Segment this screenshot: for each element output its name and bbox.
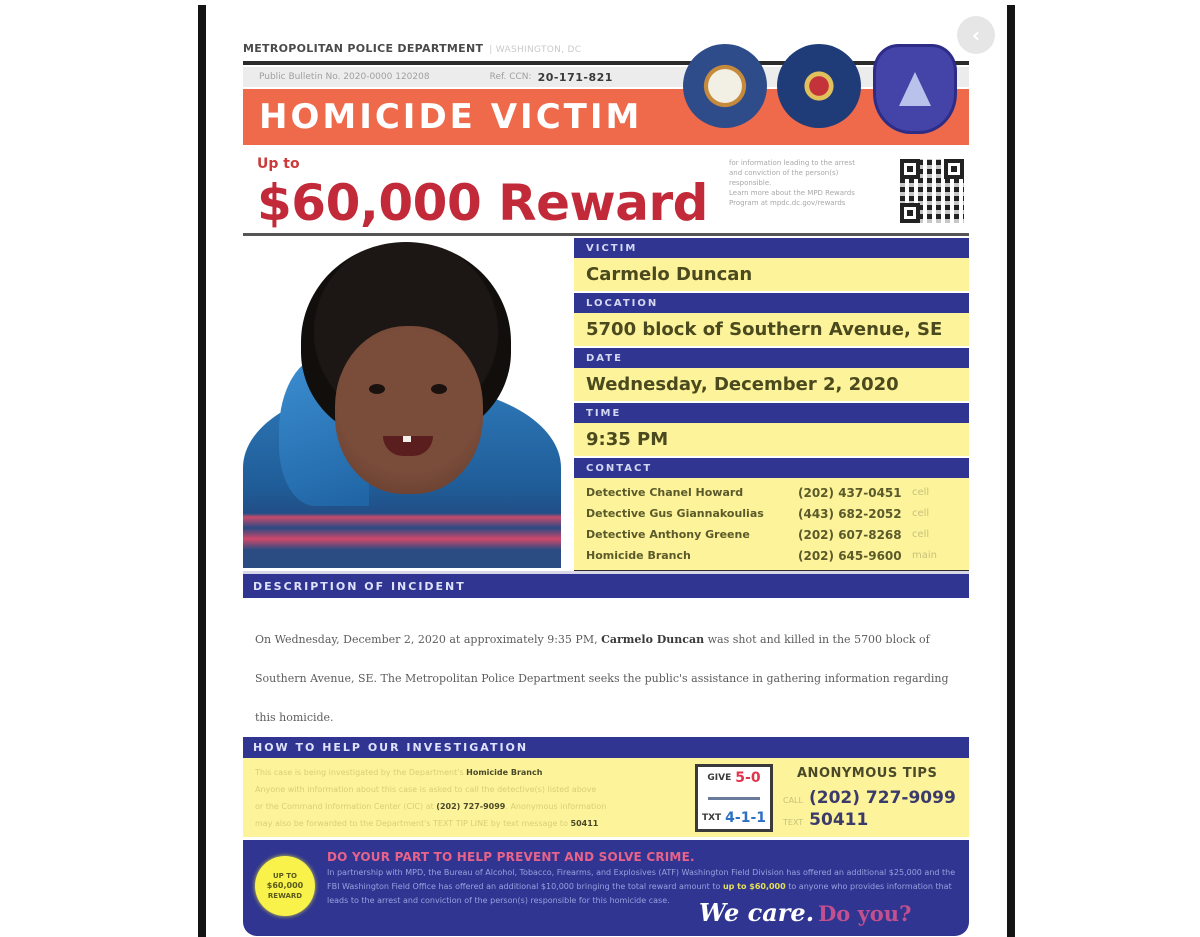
contact-type: main <box>912 550 937 561</box>
chevron-left-icon: ‹ <box>971 23 981 47</box>
contact-name: Homicide Branch <box>586 549 691 562</box>
tips-text-line <box>783 810 868 830</box>
ccn-number: 20-171-821 <box>537 70 613 84</box>
mpd-badge-icon <box>873 44 957 134</box>
slogan <box>699 898 911 927</box>
give-label: GIVE <box>707 773 732 783</box>
footer-heading: DO YOUR PART TO HELP PREVENT AND SOLVE CRIME. <box>327 850 695 864</box>
reward-section <box>243 148 969 234</box>
location-value: 5700 block of Southern Avenue, SE <box>574 313 969 346</box>
poster-title: HOMICIDE VICTIM <box>259 97 643 137</box>
anonymous-tips-title: ANONYMOUS TIPS <box>797 766 938 781</box>
atf-seal-icon <box>683 44 767 128</box>
contact-row <box>586 545 969 566</box>
reward-note-line: Program at mpdc.dc.gov/rewards <box>729 199 846 207</box>
text-value: 4-1-1 <box>725 810 767 826</box>
victim-label: VICTIM <box>574 236 969 258</box>
seal-amount: $60,000 <box>266 881 304 890</box>
contact-phone[interactable]: (202) 437-0451 <box>798 485 902 500</box>
help-section <box>243 758 969 837</box>
ref-label: Ref. CCN: <box>489 72 532 82</box>
reward-note-line: Learn more about the MPD Rewards <box>729 189 855 197</box>
description-heading: DESCRIPTION OF INCIDENT <box>243 574 969 598</box>
contact-row <box>586 524 969 545</box>
seal-line: UP TO <box>273 872 297 880</box>
give-50-logo <box>695 764 773 832</box>
text-label: TXT <box>701 813 722 823</box>
reward-note <box>729 158 889 208</box>
contact-phone[interactable]: (202) 645-9600 <box>798 548 902 563</box>
footer-text-part: to anyone who provides information that leads to the arrest and conviction of the person(s) responsible for this homicide case. <box>327 882 952 905</box>
help-text-part: may also be forwarded to the Department's TEXT TIP LINE by text message to <box>255 819 571 828</box>
viewer-frame-right <box>1007 5 1015 937</box>
bulletin-number: Public Bulletin No. 2020-0000 120208 <box>259 72 430 82</box>
reward-note-line: and conviction of the person(s) <box>729 169 839 177</box>
contact-type: cell <box>912 529 930 540</box>
call-label: CALL <box>783 796 803 805</box>
help-text-bold: (202) 727-9099 <box>436 802 506 811</box>
divider-icon <box>708 797 760 800</box>
viewer-frame-left <box>198 5 206 937</box>
qr-code-icon[interactable] <box>897 156 967 226</box>
description-text <box>255 620 961 737</box>
contact-row <box>586 503 969 524</box>
department-header <box>243 42 581 55</box>
footer-banner <box>243 840 969 936</box>
contact-label: CONTACT <box>574 456 969 478</box>
help-text-part: . Anonymous information <box>505 802 607 811</box>
contact-row <box>586 482 969 503</box>
contact-name: Detective Anthony Greene <box>586 528 750 541</box>
help-heading: HOW TO HELP OUR INVESTIGATION <box>243 737 969 758</box>
reward-prefix: Up to <box>257 156 300 172</box>
date-value: Wednesday, December 2, 2020 <box>574 368 969 401</box>
date-label: DATE <box>574 346 969 368</box>
help-text-part: This case is being investigated by the Department's <box>255 768 467 777</box>
title-banner <box>243 89 969 145</box>
department-name: METROPOLITAN POLICE DEPARTMENT <box>243 42 484 55</box>
help-text-bold: Homicide Branch <box>466 768 543 777</box>
tips-call-line <box>783 788 956 808</box>
victim-info-panel <box>574 236 969 574</box>
contact-list <box>574 478 969 570</box>
header-rule <box>243 61 969 65</box>
contact-phone[interactable]: (202) 607-8268 <box>798 527 902 542</box>
tips-text-number[interactable]: 50411 <box>809 810 869 830</box>
text-tip-label: TEXT <box>783 818 804 827</box>
department-city: | WASHINGTON, DC <box>489 45 582 55</box>
contact-name: Detective Gus Giannakoulias <box>586 507 764 520</box>
description-text-part: On Wednesday, December 2, 2020 at approximately 9:35 PM, <box>255 633 602 646</box>
location-label: LOCATION <box>574 291 969 313</box>
description-victim-name: Carmelo Duncan <box>601 633 705 646</box>
reward-note-line: for information leading to the arrest <box>729 159 855 167</box>
seal-line: REWARD <box>267 892 303 900</box>
contact-name: Detective Chanel Howard <box>586 486 744 499</box>
description-text-part: was shot and killed in the 5700 block of Southern Avenue, SE. The Metropolitan Police Department seeks the public's assistance in gathering information regarding this homicide. <box>255 633 949 724</box>
reward-seal-icon <box>255 856 315 916</box>
victim-name: Carmelo Duncan <box>574 258 969 291</box>
tips-phone[interactable]: (202) 727-9099 <box>808 788 956 808</box>
contact-type: cell <box>912 487 930 498</box>
slogan-we-care: We care. <box>699 898 815 927</box>
capitol-dome-icon <box>899 72 931 106</box>
contact-phone[interactable]: (443) 682-2052 <box>798 506 902 521</box>
help-text-bold: 50411 <box>570 819 599 828</box>
help-text-part: Anyone with information about this case is asked to call the detective(s) listed above <box>255 785 597 794</box>
reward-amount: $60,000 Reward <box>257 174 708 232</box>
victim-photo <box>243 236 571 568</box>
reward-note-line: responsible. <box>729 179 772 187</box>
footer-text-part: In partnership with MPD, the Bureau of Alcohol, Tobacco, Firearms, and Explosives (ATF) Washington Field Division has offered an additional $25,000 and the FBI Washington Field Office has offered an additional $10,000 bringing the total reward amount to <box>327 868 956 891</box>
time-label: TIME <box>574 401 969 423</box>
contact-type: cell <box>912 508 930 519</box>
help-text-part: or the Command Information Center (CIC) at <box>255 802 437 811</box>
help-text <box>255 764 683 832</box>
time-value: 9:35 PM <box>574 423 969 456</box>
slogan-do-you: Do you? <box>818 901 912 926</box>
footer-highlight: up to $60,000 <box>722 882 786 891</box>
back-button[interactable] <box>957 16 995 54</box>
fbi-seal-icon <box>777 44 861 128</box>
give-value: 5-0 <box>735 770 761 786</box>
